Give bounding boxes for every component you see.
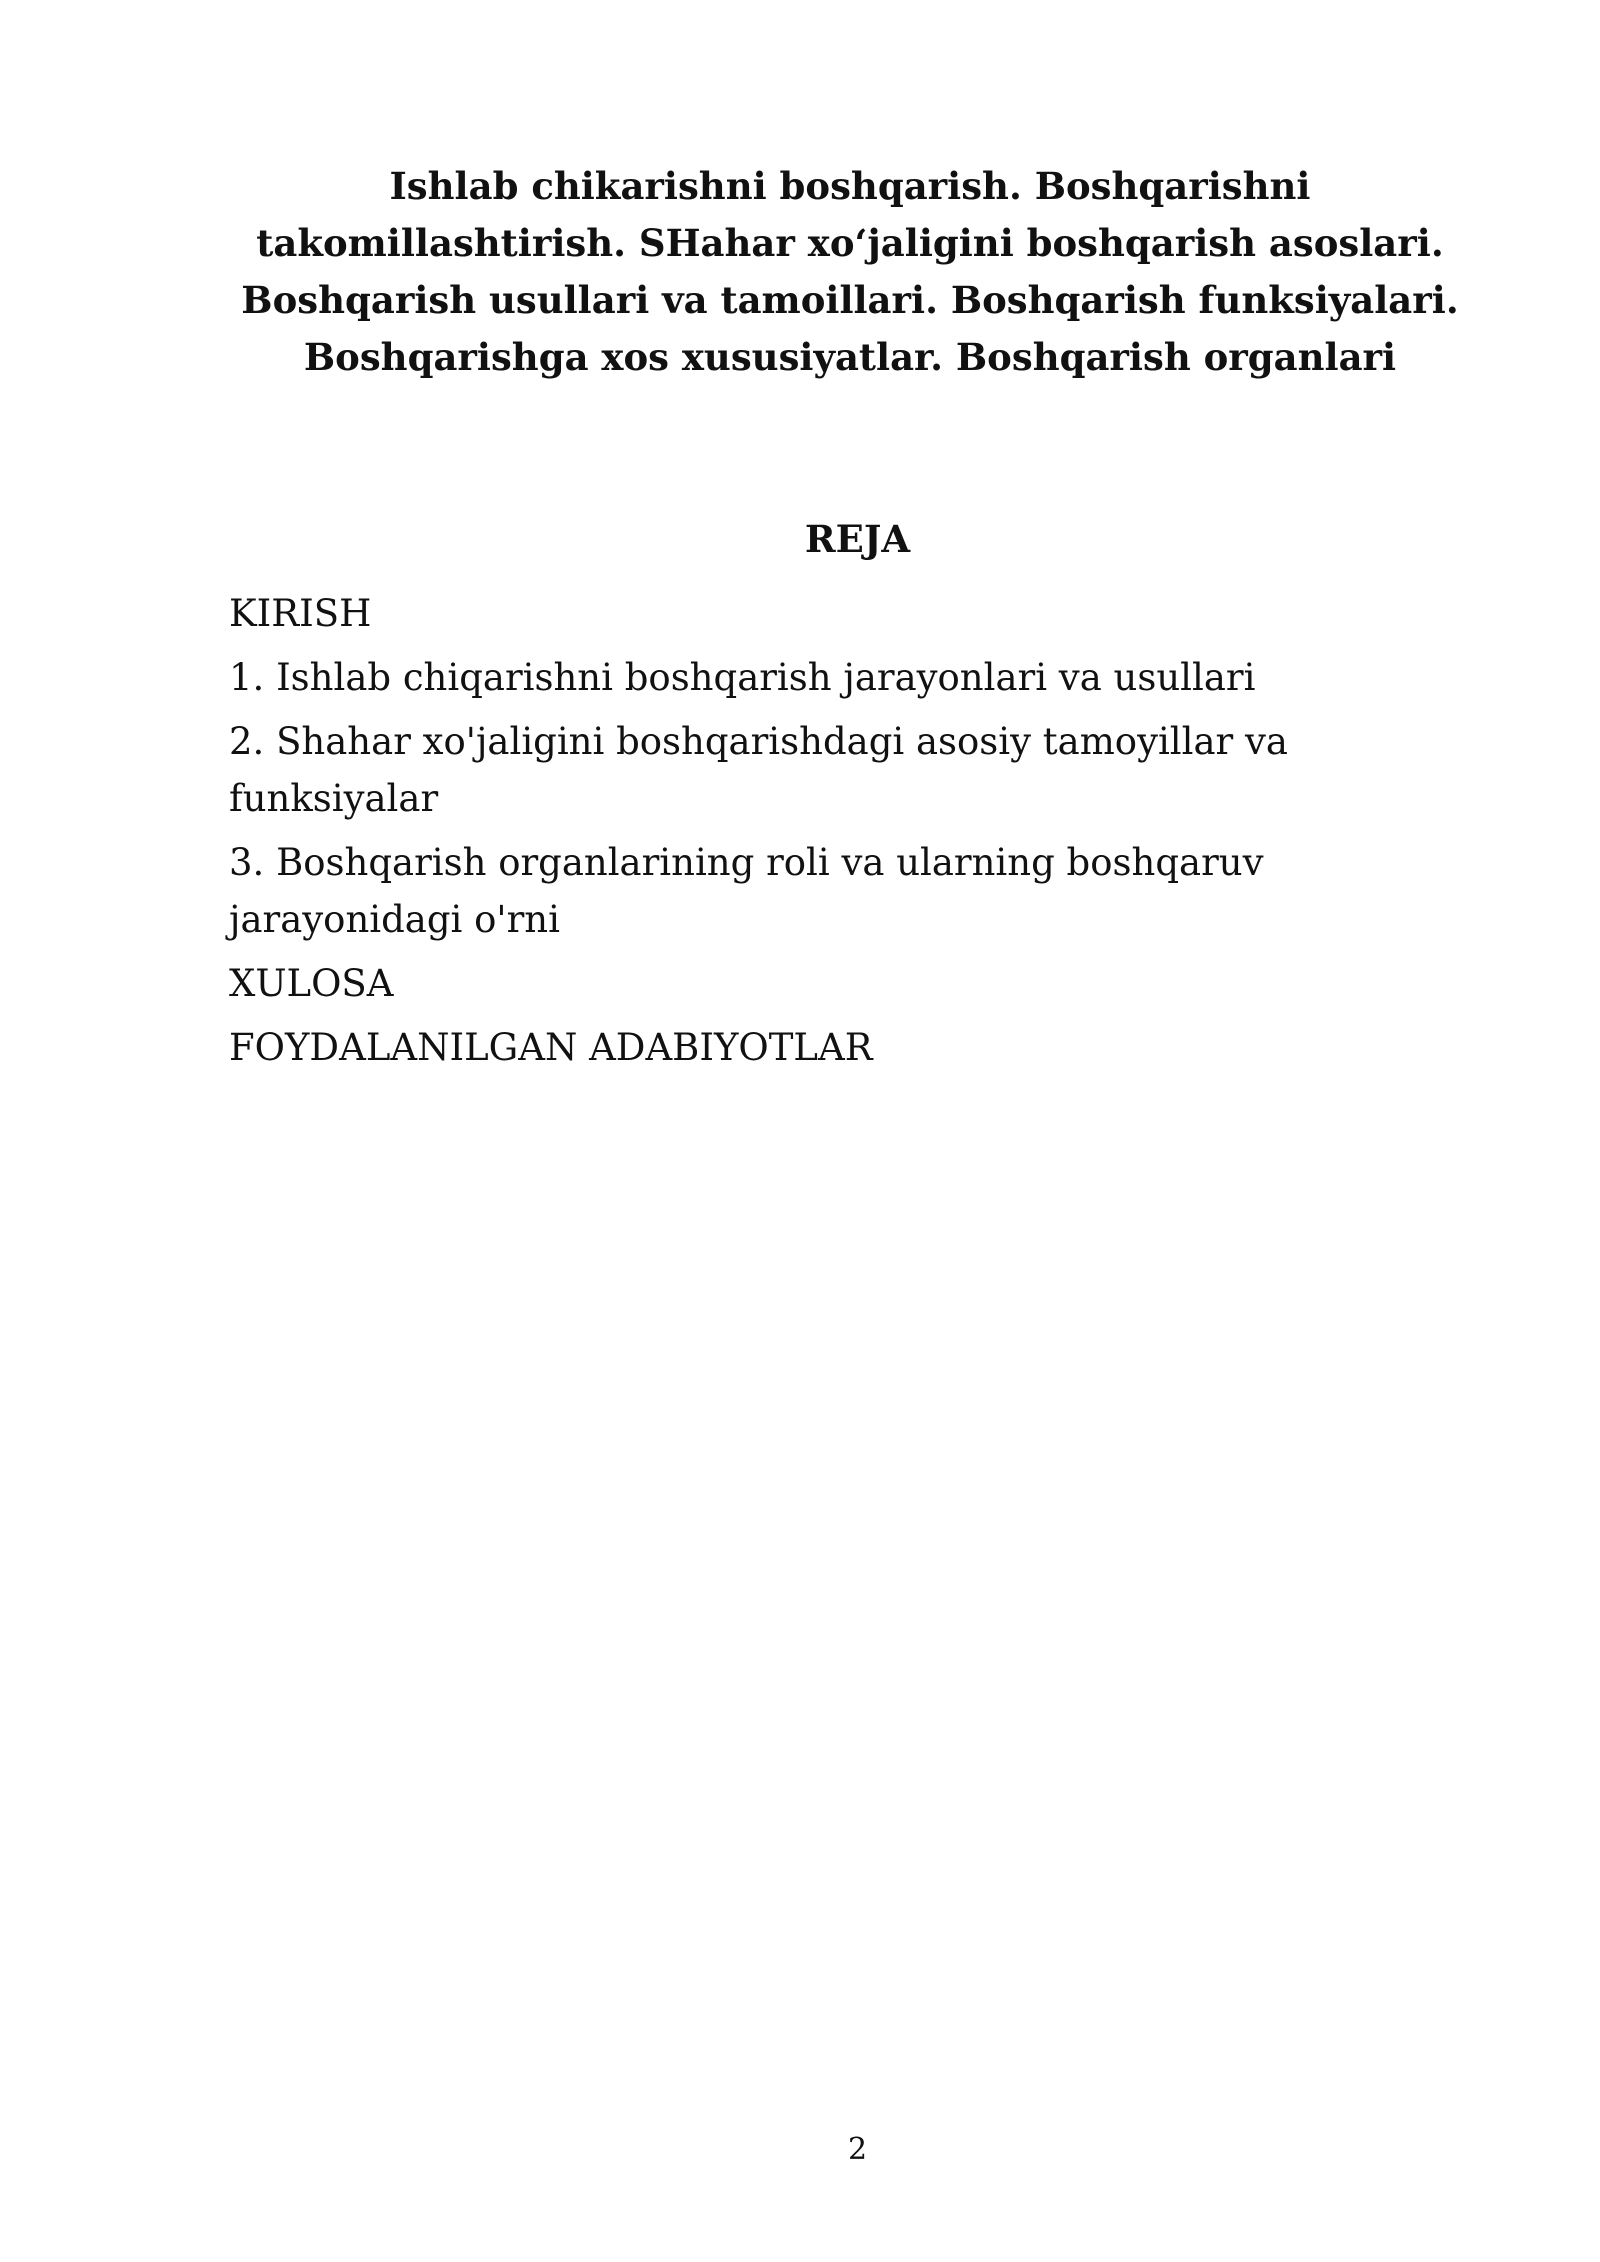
plan-item-1: 1. Ishlab chiqarishni boshqarish jarayonlari va usullari: [229, 656, 1256, 699]
plan-item-2: 2. Shahar xo'jaligini boshqarishdagi asosiy tamoyillar va: [229, 720, 1288, 763]
plan-item-3-continued: jarayonidagi o'rni: [229, 898, 560, 941]
plan-list: [229, 585, 1429, 1076]
title-line: Ishlab chikarishni boshqarish. Boshqarishni: [389, 164, 1311, 208]
plan-item-conclusion: XULOSA: [229, 962, 394, 1005]
title-line: takomillashtirish. SHahar xo‘jaligini boshqarish asoslari.: [256, 221, 1444, 265]
plan-item-3: 3. Boshqarish organlarining roli va ularning boshqaruv: [229, 841, 1264, 884]
title-line: Boshqarish usullari va tamoillari. Boshqarish funksiyalari.: [241, 278, 1459, 322]
plan-item-2-continued: funksiyalar: [229, 777, 439, 820]
plan-item-references: FOYDALANILGAN ADABIYOTLAR: [229, 1026, 873, 1069]
title-line: Boshqarishga xos xususiyatlar. Boshqarish organlari: [303, 335, 1397, 379]
plan-heading: REJA: [804, 517, 911, 561]
plan-item-introduction: KIRISH: [229, 592, 372, 635]
page-number: 2: [847, 2132, 868, 2167]
document-title: [200, 158, 1500, 386]
